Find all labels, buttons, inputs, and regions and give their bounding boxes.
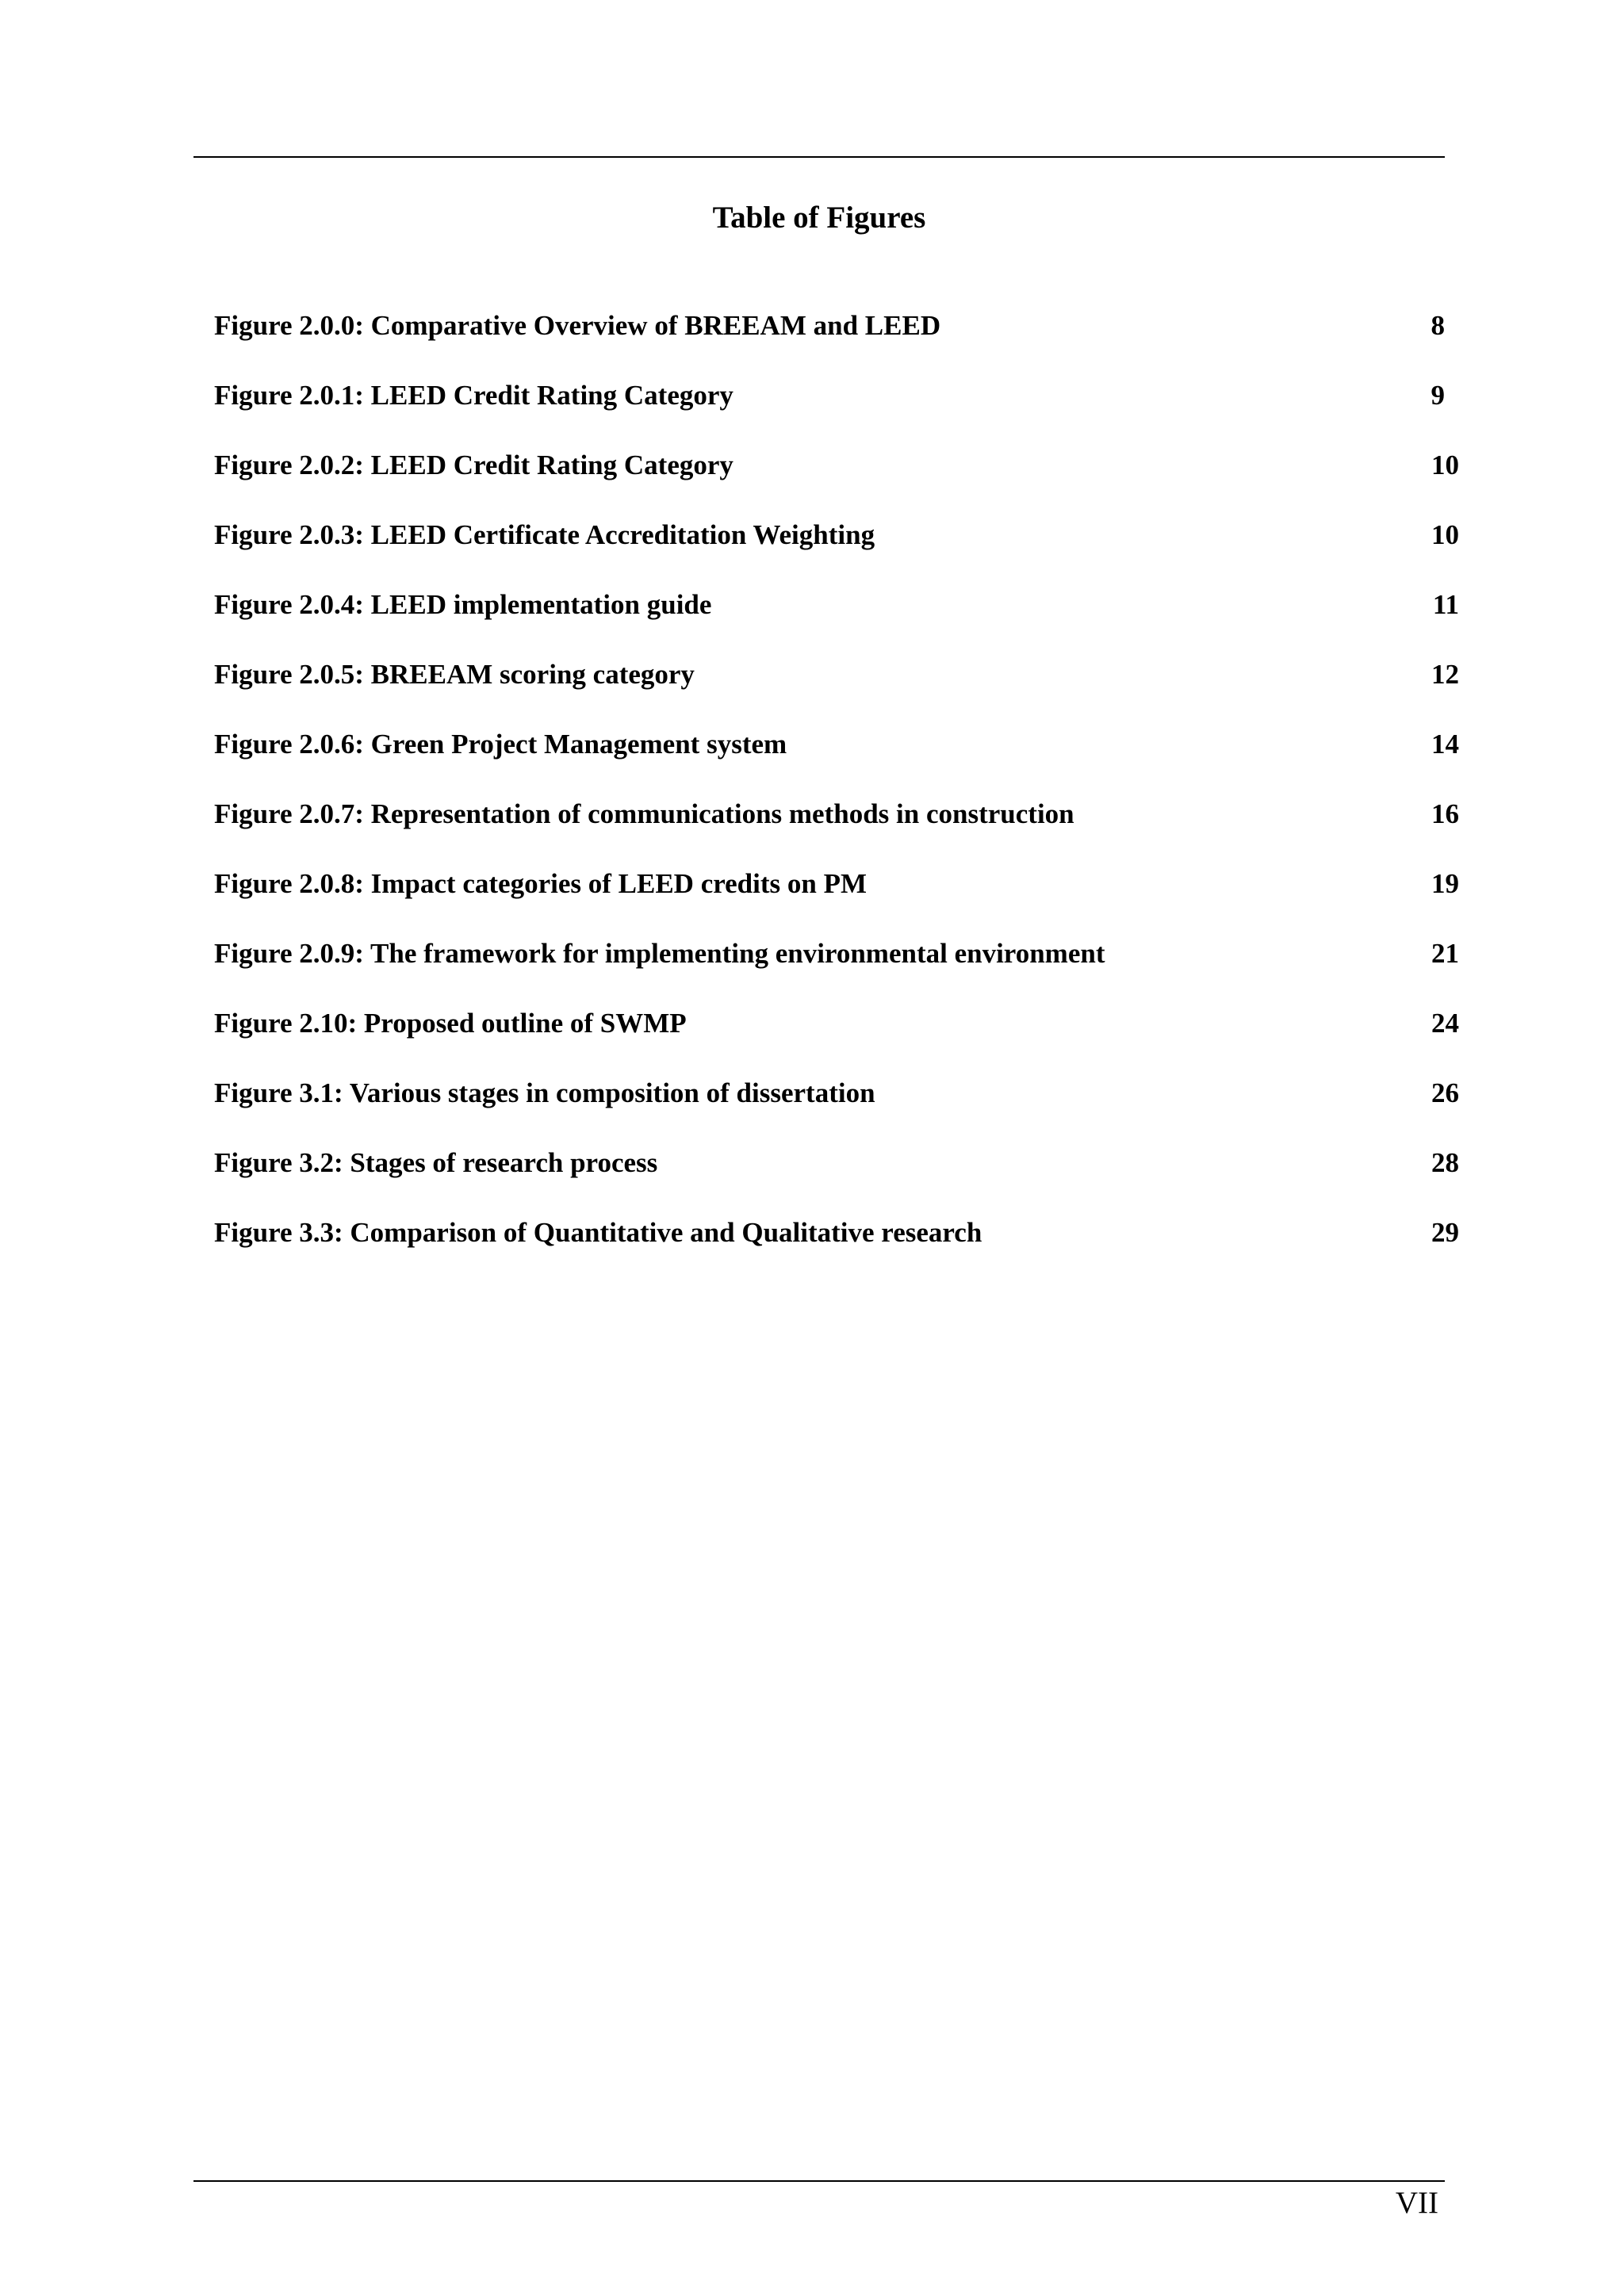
figure-entry: [214, 308, 1459, 377]
figure-title: Figure 2.0.7: Representation of communications methods in construction: [214, 798, 1074, 829]
figure-page-number: 8: [1431, 310, 1445, 341]
figure-entry: [214, 936, 1459, 1005]
figure-title: Figure 2.0.5: BREEAM scoring category: [214, 659, 695, 690]
figure-title: Figure 2.0.4: LEED implementation guide: [214, 589, 712, 620]
figure-title: Figure 3.1: Various stages in composition of dissertation: [214, 1077, 875, 1108]
figure-title: Figure 2.0.9: The framework for implementing environmental environment: [214, 938, 1105, 969]
figure-title: Figure 3.2: Stages of research process: [214, 1147, 658, 1178]
figure-title: Figure 2.0.2: LEED Credit Rating Category: [214, 450, 733, 480]
figure-page-number: 10: [1431, 519, 1459, 550]
figure-entry: [214, 796, 1459, 866]
figure-entry: [214, 1075, 1459, 1145]
figure-entry: [214, 866, 1459, 936]
figure-page-number: 14: [1431, 729, 1459, 760]
figure-title: Figure 2.0.0: Comparative Overview of BREEAM and LEED: [214, 310, 941, 341]
figure-title: Figure 2.0.1: LEED Credit Rating Category: [214, 380, 733, 411]
figure-entry: [214, 377, 1459, 447]
footer-rule: [193, 2180, 1445, 2182]
figure-entry: [214, 1005, 1459, 1075]
figure-page-number: 28: [1431, 1147, 1459, 1178]
figure-entry: [214, 517, 1459, 587]
figure-entry: [214, 726, 1459, 796]
figure-entry: [214, 587, 1459, 656]
figure-page-number: 9: [1431, 380, 1445, 411]
page-title: Table of Figures: [712, 201, 926, 235]
figure-title: Figure 2.10: Proposed outline of SWMP: [214, 1008, 687, 1039]
figure-page-number: 21: [1431, 938, 1459, 969]
figure-entry: [214, 656, 1459, 726]
figure-page-number: 24: [1431, 1008, 1459, 1039]
figure-page-number: 29: [1431, 1217, 1459, 1248]
figure-page-number: 19: [1431, 868, 1459, 899]
figure-title: Figure 3.3: Comparison of Quantitative and Qualitative research: [214, 1217, 982, 1248]
figure-page-number: 11: [1432, 589, 1459, 620]
figure-list: [214, 308, 1459, 1284]
figure-entry: [214, 1215, 1459, 1284]
figure-title: Figure 2.0.6: Green Project Management system: [214, 729, 787, 760]
figure-entry: [214, 1145, 1459, 1215]
figure-page-number: 12: [1431, 659, 1459, 690]
figure-page-number: 26: [1431, 1077, 1459, 1108]
figure-title: Figure 2.0.3: LEED Certificate Accreditation Weighting: [214, 519, 875, 550]
figure-page-number: 16: [1431, 798, 1459, 829]
header-rule: [193, 156, 1445, 158]
page-number: VII: [1395, 2186, 1438, 2220]
figure-entry: [214, 447, 1459, 517]
figure-title: Figure 2.0.8: Impact categories of LEED credits on PM: [214, 868, 868, 899]
figure-page-number: 10: [1431, 450, 1459, 480]
